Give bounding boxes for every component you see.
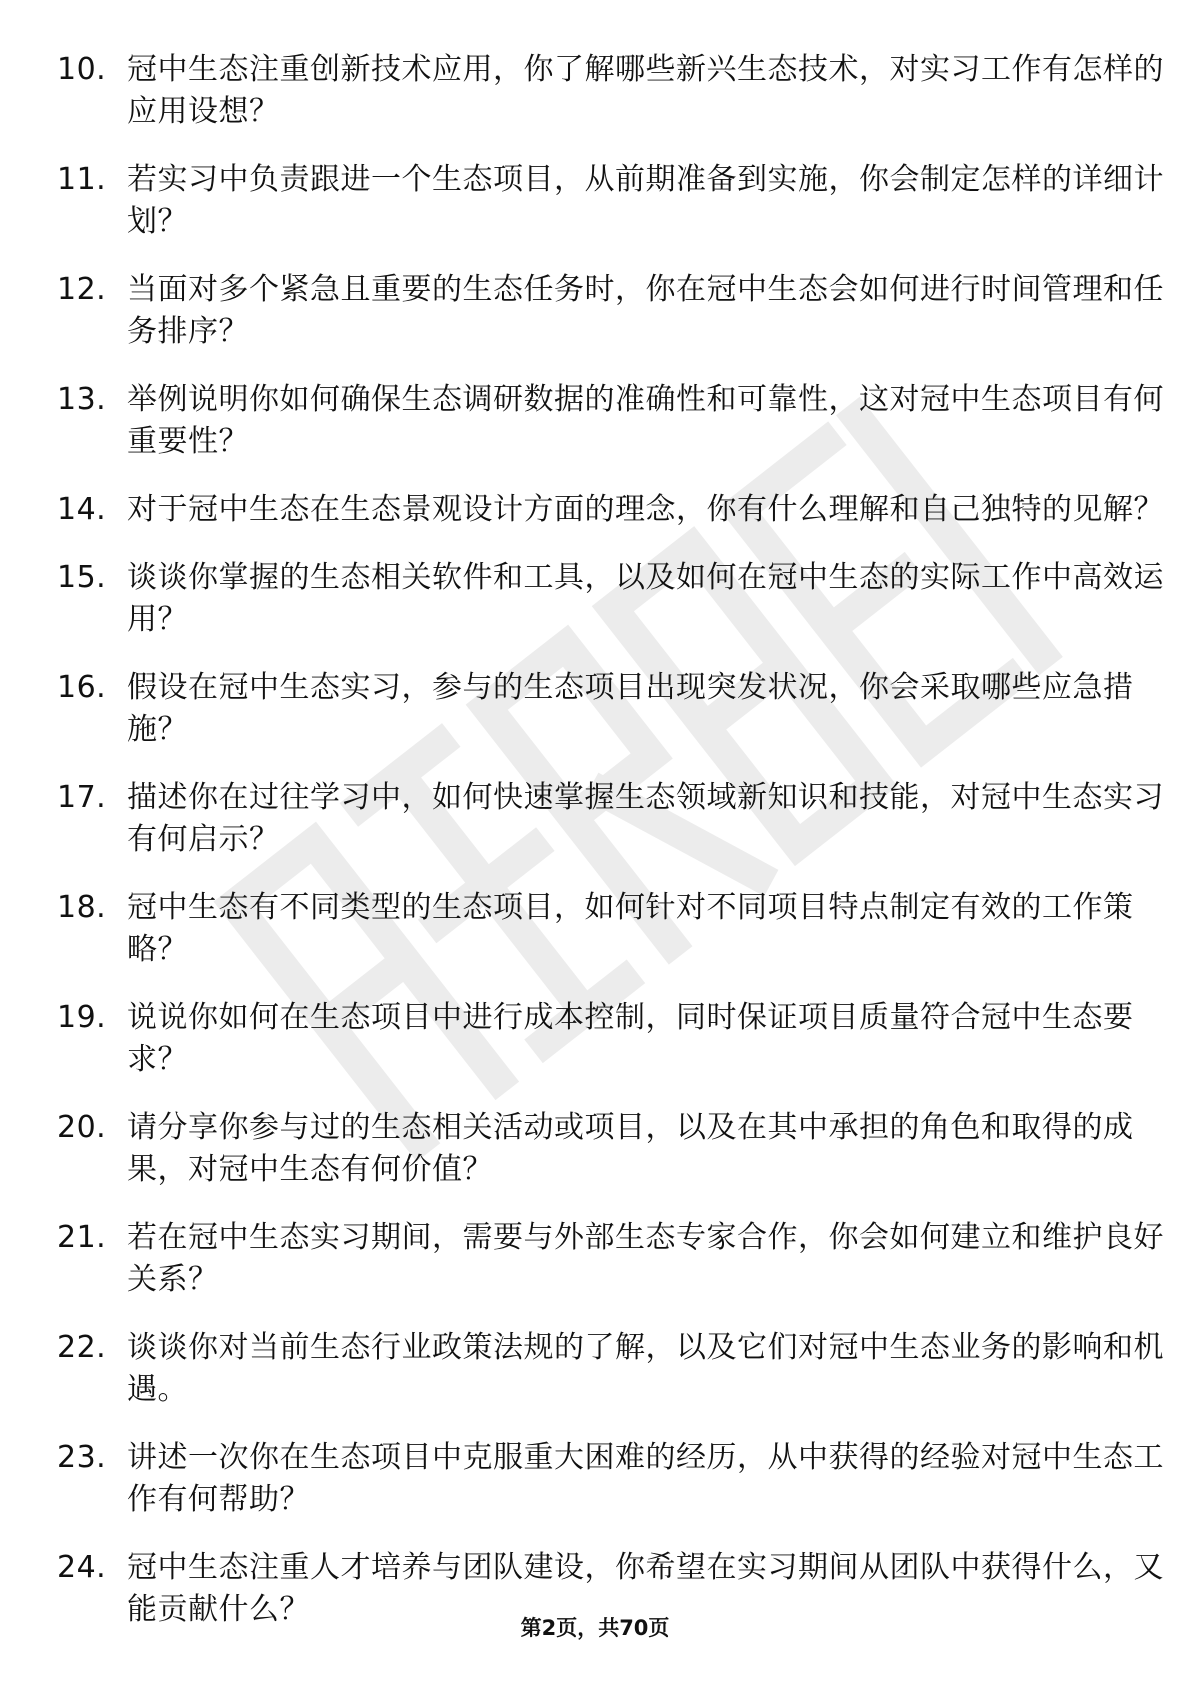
question-item [57,269,1164,353]
question-number: 13. [57,382,107,417]
question-item [57,159,1164,243]
question-number: 18. [57,890,107,925]
question-item [57,489,1164,531]
question-list [57,49,1164,1631]
question-number: 19. [57,1000,107,1035]
question-number: 15. [57,560,107,595]
question-number: 21. [57,1220,107,1255]
question-page [57,49,1164,1657]
question-item [57,379,1164,463]
question-item [57,997,1137,1081]
question-text: 假设在冠中生态实习，参与的生态项目出现突发状况，你会采取哪些应急措施？ [127,670,1134,747]
question-number: 22. [57,1330,107,1365]
question-text: 冠中生态注重人才培养与团队建设，你希望在实习期间从团队中获得什么，又能贡献什么？ [127,1550,1164,1627]
question-text: 若实习中负责跟进一个生态项目，从前期准备到实施，你会制定怎样的详细计划？ [127,162,1164,239]
question-item [57,1217,1164,1301]
question-text: 举例说明你如何确保生态调研数据的准确性和可靠性，这对冠中生态项目有何重要性？ [127,382,1164,459]
question-item [57,777,1164,861]
question-text: 谈谈你掌握的生态相关软件和工具，以及如何在冠中生态的实际工作中高效运用？ [127,560,1164,637]
page-number: 第2页，共70页 [520,1616,670,1640]
question-number: 10. [57,52,107,87]
question-text: 谈谈你对当前生态行业政策法规的了解，以及它们对冠中生态业务的影响和机遇。 [127,1330,1164,1407]
question-text: 对于冠中生态在生态景观设计方面的理念，你有什么理解和自己独特的见解？ [127,492,1164,527]
question-number: 16. [57,670,107,705]
question-text: 冠中生态注重创新技术应用，你了解哪些新兴生态技术，对实习工作有怎样的应用设想？ [127,52,1164,129]
question-text: 说说你如何在生态项目中进行成本控制，同时保证项目质量符合冠中生态要求？ [127,1000,1134,1077]
question-text: 若在冠中生态实习期间，需要与外部生态专家合作，你会如何建立和维护良好关系？ [127,1220,1164,1297]
question-item [57,887,1137,971]
question-number: 23. [57,1440,107,1475]
question-text: 请分享你参与过的生态相关活动或项目，以及在其中承担的角色和取得的成果，对冠中生态有何价值？ [127,1110,1134,1187]
question-item [57,1437,1164,1521]
question-number: 11. [57,162,107,197]
question-item [57,1327,1164,1411]
question-number: 14. [57,492,107,527]
question-number: 24. [57,1550,107,1585]
question-item [57,557,1164,641]
question-text: 描述你在过往学习中，如何快速掌握生态领域新知识和技能，对冠中生态实习有何启示？ [127,780,1164,857]
question-text: 讲述一次你在生态项目中克服重大困难的经历，从中获得的经验对冠中生态工作有何帮助？ [127,1440,1164,1517]
question-item [57,49,1164,133]
question-item [57,667,1137,751]
question-text: 冠中生态有不同类型的生态项目，如何针对不同项目特点制定有效的工作策略？ [127,890,1134,967]
question-item [57,1107,1137,1191]
question-number: 12. [57,272,107,307]
question-number: 20. [57,1110,107,1145]
question-text: 当面对多个紧急且重要的生态任务时，你在冠中生态会如何进行时间管理和任务排序？ [127,272,1164,349]
question-number: 17. [57,780,107,815]
